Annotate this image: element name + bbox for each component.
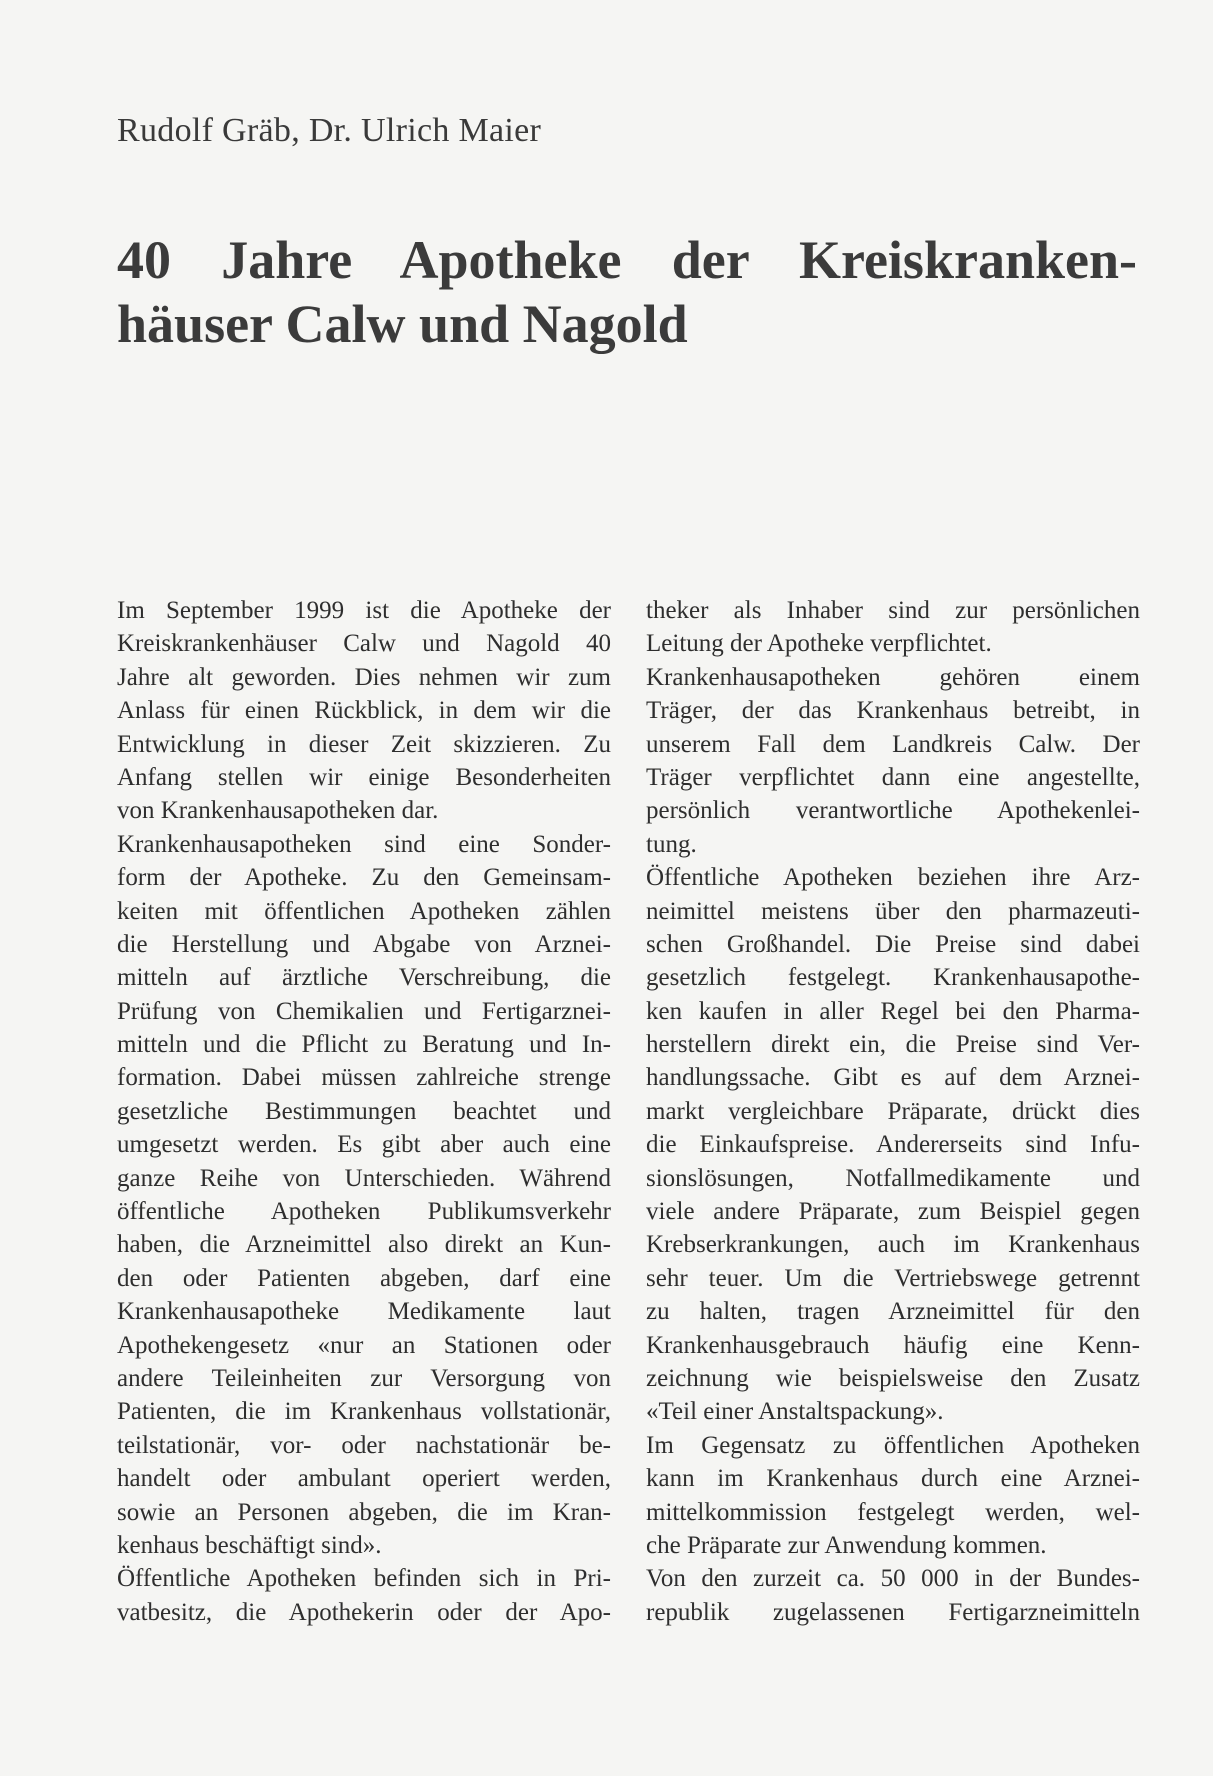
text-line: Krankenhausgebrauch häufig eine Kenn- xyxy=(646,1331,1140,1359)
text-line: zeichnung wie beispielsweise den Zusatz xyxy=(646,1364,1140,1392)
text-line: markt vergleichbare Präparate, drückt dies xyxy=(646,1097,1140,1125)
text-line: sowie an Personen abgeben, die im Kran- xyxy=(117,1498,611,1526)
text-line: Patienten, die im Krankenhaus vollstationär, xyxy=(117,1398,611,1426)
text-line: kann im Krankenhaus durch eine Arznei- xyxy=(646,1465,1140,1493)
text-line: Im September 1999 ist die Apotheke der xyxy=(117,597,611,624)
text-line: öffentliche Apotheken Publikumsverkehr xyxy=(117,1198,611,1226)
text-line: Anfang stellen wir einige Besonderheiten xyxy=(117,763,611,791)
text-line: Träger, der das Krankenhaus betreibt, in xyxy=(646,697,1140,725)
text-line: kenhaus beschäftigt sind». xyxy=(117,1531,382,1559)
text-line: den oder Patienten abgeben, darf eine xyxy=(117,1264,611,1292)
text-line: schen Großhandel. Die Preise sind dabei xyxy=(646,930,1140,958)
text-line: zu halten, tragen Arzneimittel für den xyxy=(646,1298,1140,1326)
text-line: Öffentliche Apotheken befinden sich in Pri- xyxy=(117,1565,611,1593)
right-text-column xyxy=(646,594,1140,1629)
text-line: ganze Reihe von Unterschieden. Während xyxy=(117,1164,611,1192)
text-line: Jahre alt geworden. Dies nehmen wir zum xyxy=(117,663,611,691)
text-line: mittelkommission festgelegt werden, wel- xyxy=(646,1498,1140,1526)
title-line-2: häuser Calw und Nagold xyxy=(117,294,688,354)
text-line: handlungssache. Gibt es auf dem Arznei- xyxy=(646,1064,1140,1092)
text-line: neimittel meistens über den pharmazeuti- xyxy=(646,897,1140,925)
text-line: Öffentliche Apotheken beziehen ihre Arz- xyxy=(646,864,1140,892)
text-line: keiten mit öffentlichen Apotheken zählen xyxy=(117,897,611,925)
text-line: Krankenhausapotheken sind eine Sonder- xyxy=(117,830,611,858)
text-line: die Herstellung und Abgabe von Arznei- xyxy=(117,930,611,958)
left-text-column xyxy=(117,594,611,1629)
text-line: teilstationär, vor- oder nachstationär be- xyxy=(117,1431,611,1459)
text-line: ken kaufen in aller Regel bei den Pharma- xyxy=(646,997,1140,1025)
text-line: sehr teuer. Um die Vertriebswege getrennt xyxy=(646,1264,1140,1292)
text-line: mitteln und die Pflicht zu Beratung und In- xyxy=(117,1031,611,1059)
text-line: Krankenhausapotheke Medikamente laut xyxy=(117,1298,611,1326)
text-line: mitteln auf ärztliche Verschreibung, die xyxy=(117,964,611,992)
author-line: Rudolf Gräb, Dr. Ulrich Maier xyxy=(117,112,542,149)
text-line: Krankenhausapotheken gehören einem xyxy=(646,663,1140,691)
text-line: herstellern direkt ein, die Preise sind Ver- xyxy=(646,1031,1140,1059)
text-line: andere Teileinheiten zur Versorgung von xyxy=(117,1364,611,1392)
text-line: umgesetzt werden. Es gibt aber auch eine xyxy=(117,1131,611,1159)
text-line: Krebserkrankungen, auch im Krankenhaus xyxy=(646,1231,1140,1259)
text-line: Prüfung von Chemikalien und Fertigarznei- xyxy=(117,997,611,1025)
text-line: formation. Dabei müssen zahlreiche strenge xyxy=(117,1064,611,1092)
text-line: «Teil einer Anstaltspackung». xyxy=(646,1398,944,1426)
text-line: unserem Fall dem Landkreis Calw. Der xyxy=(646,730,1140,758)
text-line: che Präparate zur Anwendung kommen. xyxy=(646,1531,1047,1559)
text-line: Im Gegensatz zu öffentlichen Apotheken xyxy=(646,1431,1140,1459)
text-line: von Krankenhausapotheken dar. xyxy=(117,797,439,825)
text-line: Träger verpflichtet dann eine angestellte, xyxy=(646,763,1140,791)
text-line: gesetzlich festgelegt. Krankenhausapothe- xyxy=(646,964,1140,992)
text-line: Leitung der Apotheke verpflichtet. xyxy=(646,630,992,658)
text-line: haben, die Arzneimittel also direkt an Kun- xyxy=(117,1231,611,1259)
text-line: tung. xyxy=(646,830,697,858)
text-line: gesetzliche Bestimmungen beachtet und xyxy=(117,1097,611,1125)
article-title xyxy=(117,228,1137,356)
text-line: handelt oder ambulant operiert werden, xyxy=(117,1465,611,1493)
text-line: die Einkaufspreise. Andererseits sind Infu- xyxy=(646,1131,1140,1159)
text-line: republik zugelassenen Fertigarzneimitteln xyxy=(646,1598,1140,1626)
text-line: sionslösungen, Notfallmedikamente und xyxy=(646,1164,1140,1192)
text-line: Apothekengesetz «nur an Stationen oder xyxy=(117,1331,611,1359)
text-line: form der Apotheke. Zu den Gemeinsam- xyxy=(117,864,611,892)
text-line: persönlich verantwortliche Apothekenlei- xyxy=(646,797,1140,825)
text-line: Anlass für einen Rückblick, in dem wir die xyxy=(117,697,611,725)
text-line: Kreiskrankenhäuser Calw und Nagold 40 xyxy=(117,630,611,658)
text-line: Von den zurzeit ca. 50 000 in der Bundes- xyxy=(646,1565,1140,1593)
text-line: vatbesitz, die Apothekerin oder der Apo- xyxy=(117,1598,611,1626)
text-line: Entwicklung in dieser Zeit skizzieren. Zu xyxy=(117,730,611,758)
text-line: viele andere Präparate, zum Beispiel gegen xyxy=(646,1198,1140,1226)
text-line: theker als Inhaber sind zur persönlichen xyxy=(646,597,1140,624)
title-line-1: 40 Jahre Apotheke der Kreiskranken- xyxy=(117,230,1137,290)
